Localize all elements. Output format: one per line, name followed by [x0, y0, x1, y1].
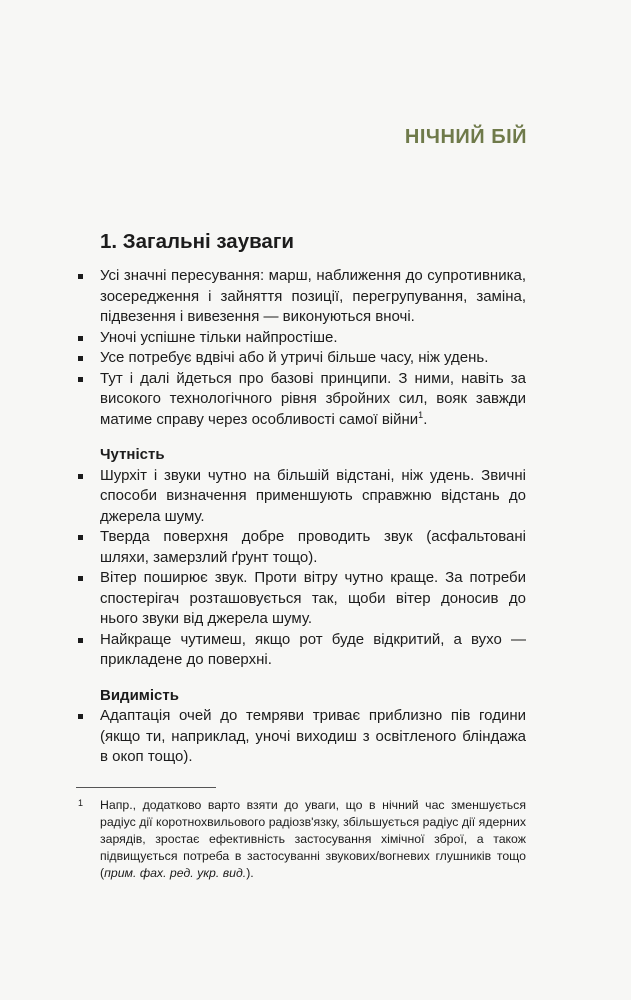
chapter-title: НІЧНИЙ БІЙ — [404, 126, 527, 148]
list-item-text: Тут і далі йдеться про базові принципи. З ними, навіть за високого технологічного рівня збройних сил, вояк завжди матиме справу через особливості самої війни — [100, 369, 526, 428]
list-item: Тут і далі йдеться про базові принципи. З ними, навіть за високого технологічного рівня збройних сил, вояк завжди матиме справу через особливості самої війни$^1$. — [76, 369, 526, 431]
list-item: Найкраще чутимеш, якщо рот буде відкритий, а вухо — прикладене до поверхні. — [76, 630, 526, 671]
footnote-number: 1 — [78, 798, 84, 808]
general-list — [76, 266, 526, 430]
list-item: Адаптація очей до темряви триває приблизно пів години (якщо ти, наприклад, уночі виходиш з освітленого бліндажа в окоп тощо). — [76, 706, 526, 768]
footnote-tail: ). — [246, 866, 254, 880]
footnote-reference[interactable]: 1 — [418, 409, 424, 420]
section-title: 1. Загальні зауваги — [100, 230, 294, 253]
list-item: Усі значні пересування: марш, наближення до супротивника, зосередження і зайняття позиції, перегрупування, заміна, підвезення і вивезення — виконуються вночі. — [76, 266, 526, 328]
list-item: Шурхіт і звуки чутно на більшій відстані, ніж удень. Звичні способи визначення применшують справжню відстань до джерела шуму. — [76, 466, 526, 528]
list-item: Тверда поверхня добре проводить звук (асфальтовані шляхи, замерзлий ґрунт тощо). — [76, 527, 526, 568]
list-item: Вітер поширює звук. Проти вітру чутно краще. За потреби спостерігач розташовується так, щоби вітер доносив до нього звуки від джерела шуму. — [76, 568, 526, 630]
list-item: Уночі успішне тільки найпростіше. — [76, 328, 526, 349]
hearing-list — [76, 466, 526, 671]
hearing-heading: Чутність — [100, 446, 165, 463]
footnote — [76, 797, 526, 882]
list-item: Усе потребує вдвічі або й утричі більше часу, ніж удень. — [76, 348, 526, 369]
visibility-heading: Видимість — [100, 686, 179, 704]
footnote-text: Напр., додатково варто взяти до уваги, що в нічний час зменшується радіус дії коротнохвильового радіозв'язку, збільшується радіус дії ядерних зарядів, зростає ефективність застосування хімічної зброї, а також підвищується потреба в застосуванні звукових/вогневих глушників тощо ( — [100, 798, 526, 880]
footnote-editor-note: прим. фах. ред. укр. вид. — [104, 866, 247, 880]
visibility-list — [76, 706, 526, 768]
body-text — [76, 266, 526, 768]
footnote-divider — [76, 787, 216, 788]
